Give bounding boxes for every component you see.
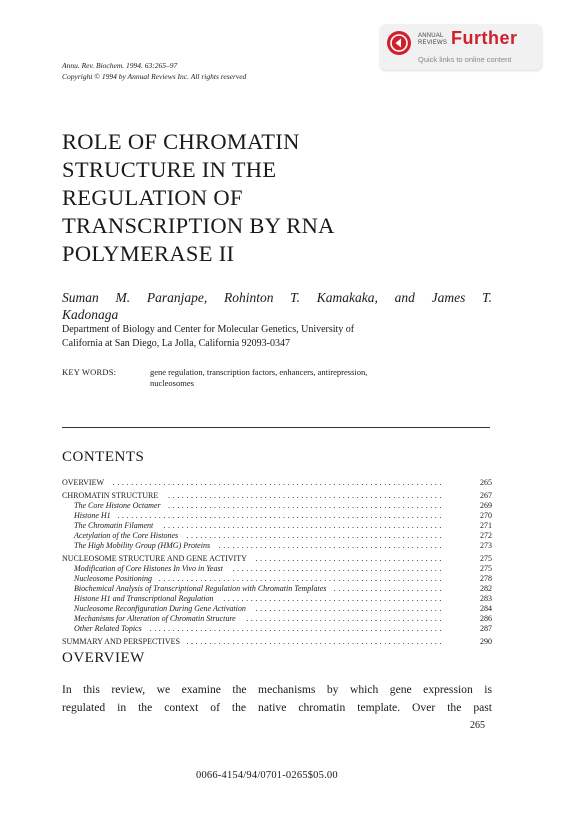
affiliation xyxy=(62,323,354,351)
toc-entry-label: Biochemical Analysis of Transcriptional Regulation with Chromatin Templates xyxy=(74,584,327,593)
article-title xyxy=(62,128,502,268)
toc-entry-label: Nucleosome Reconfiguration During Gene Activation xyxy=(74,604,246,613)
further-badge-annual: ANNUAL xyxy=(418,33,444,39)
toc-entry-page: 270 xyxy=(480,511,492,520)
toc-entry-page: 271 xyxy=(480,521,492,530)
toc-entry-label: NUCLEOSOME STRUCTURE AND GENE ACTIVITY xyxy=(62,554,247,563)
toc-entry-page: 269 xyxy=(480,501,492,510)
toc-entry-label: Nucleosome Positioning xyxy=(74,574,152,583)
further-badge-publisher xyxy=(418,33,447,47)
body-paragraph-line: regulated in the context of the native chromatin template. Over the past xyxy=(62,701,492,714)
toc-leader-dots: ........................................................ xyxy=(186,637,444,646)
toc-leader-dots: ........................................... xyxy=(246,614,444,623)
toc-entry[interactable] xyxy=(62,584,492,594)
toc-leader-dots: ................................................................ xyxy=(149,624,444,633)
toc-leader-dots: ......................................... xyxy=(255,554,444,563)
further-badge-reviews: REVIEWS xyxy=(418,40,448,46)
page-number: 265 xyxy=(470,720,485,731)
affiliation-line: California at San Diego, La Jolla, California 92093-0347 xyxy=(62,338,291,349)
toc-entry[interactable] xyxy=(62,637,492,647)
toc-entry-label: The Chromatin Filament xyxy=(74,521,154,530)
toc-leader-dots: ........................................................................ xyxy=(112,478,444,487)
keywords-line: gene regulation, transcription factors, enhancers, antirepression, xyxy=(150,367,368,377)
toc-entry[interactable] xyxy=(62,574,492,584)
toc-entry-label: The Core Histone Octamer xyxy=(74,501,161,510)
title-line: TRANSCRIPTION BY RNA xyxy=(62,213,335,238)
further-badge[interactable] xyxy=(380,24,542,70)
toc-entry-label: Acetylation of the Core Histones xyxy=(74,531,179,540)
toc-entry[interactable] xyxy=(62,564,492,574)
toc-entry-label: Histone H1 and Transcriptional Regulation xyxy=(74,594,214,603)
toc-entry-page: 265 xyxy=(480,478,492,487)
toc-leader-dots: ......................................... xyxy=(255,604,444,613)
toc-entry-page: 275 xyxy=(480,564,492,573)
toc-entry[interactable] xyxy=(62,541,492,551)
toc-leader-dots: ........................ xyxy=(333,584,444,593)
toc-entry[interactable] xyxy=(62,604,492,614)
toc-entry[interactable] xyxy=(62,594,492,604)
toc-leader-dots: .............................................. xyxy=(232,564,444,573)
toc-leader-dots: ............................................................ xyxy=(168,491,444,500)
journal-citation: Annu. Rev. Biochem. 1994. 63:265–97 xyxy=(62,61,178,70)
authors-line-1: Suman M. Paranjape, Rohinton T. Kamakaka, and James T. xyxy=(62,290,492,305)
toc-entry-label: The High Mobility Group (HMG) Proteins xyxy=(74,541,211,550)
article-code-footer: 0066-4154/94/0701-0265$05.00 xyxy=(196,770,338,781)
title-line: REGULATION OF xyxy=(62,185,243,210)
toc-entry[interactable] xyxy=(62,614,492,624)
toc-entry-page: 282 xyxy=(480,584,492,593)
toc-entry-page: 286 xyxy=(480,614,492,623)
overview-heading: OVERVIEW xyxy=(62,650,145,666)
toc-entry-page: 278 xyxy=(480,574,492,583)
toc-entry-page: 273 xyxy=(480,541,492,550)
toc-entry[interactable] xyxy=(62,554,492,564)
affiliation-line: Department of Biology and Center for Molecular Genetics, University of xyxy=(62,324,355,335)
toc-entry-page: 272 xyxy=(480,531,492,540)
authors-line-2: Kadonaga xyxy=(62,307,119,322)
toc-entry-label: Mechanisms for Alteration of Chromatin Structure xyxy=(74,614,236,623)
toc-entry-label: SUMMARY AND PERSPECTIVES xyxy=(62,637,180,646)
toc-entry-page: 267 xyxy=(480,491,492,500)
title-line: POLYMERASE II xyxy=(62,241,235,266)
toc-entry[interactable] xyxy=(62,511,492,521)
toc-entry-label: Modification of Core Histones In Vivo in Yeast xyxy=(74,564,223,573)
toc-leader-dots: .............................................................. xyxy=(158,574,444,583)
toc-entry-label: OVERVIEW xyxy=(62,478,105,487)
keywords-label: KEY WORDS: xyxy=(62,367,117,377)
toc-leader-dots: ....................................................................... xyxy=(117,511,444,520)
toc-entry[interactable] xyxy=(62,491,492,501)
toc-entry-page: 275 xyxy=(480,554,492,563)
keywords-text xyxy=(150,367,450,389)
toc-leader-dots: ........................................................ xyxy=(186,531,444,540)
toc-entry[interactable] xyxy=(62,521,492,531)
journal-copyright: Copyright © 1994 by Annual Reviews Inc. All rights reserved xyxy=(62,72,247,81)
keywords-line: nucleosomes xyxy=(150,378,194,388)
toc-entry-page: 290 xyxy=(480,637,492,646)
toc-entry[interactable] xyxy=(62,531,492,541)
section-divider xyxy=(62,427,490,428)
further-badge-tagline: Quick links to online content xyxy=(418,55,512,64)
toc-entry[interactable] xyxy=(62,478,492,488)
toc-leader-dots: ............................................................ xyxy=(168,501,444,510)
further-arrow-icon xyxy=(387,31,411,55)
toc-entry-page: 283 xyxy=(480,594,492,603)
toc-entry-label: Histone H1 xyxy=(74,511,111,520)
toc-entry[interactable] xyxy=(62,624,492,634)
further-badge-word: Further xyxy=(451,28,518,48)
toc-entry-label: Other Related Topics xyxy=(74,624,142,633)
table-of-contents xyxy=(62,478,492,647)
journal-citation-block xyxy=(62,60,246,82)
toc-entry-page: 287 xyxy=(480,624,492,633)
toc-leader-dots: ............................................................. xyxy=(163,521,444,530)
body-paragraph-line: In this review, we examine the mechanisms by which gene expression is xyxy=(62,683,492,696)
toc-entry-page: 284 xyxy=(480,604,492,613)
toc-entry-label: CHROMATIN STRUCTURE xyxy=(62,491,159,500)
contents-heading: CONTENTS xyxy=(62,449,145,465)
title-line: ROLE OF CHROMATIN xyxy=(62,129,300,154)
title-line: STRUCTURE IN THE xyxy=(62,157,277,182)
toc-leader-dots: ................................................ xyxy=(223,594,444,603)
toc-entry[interactable] xyxy=(62,501,492,511)
toc-leader-dots: ................................................. xyxy=(218,541,444,550)
